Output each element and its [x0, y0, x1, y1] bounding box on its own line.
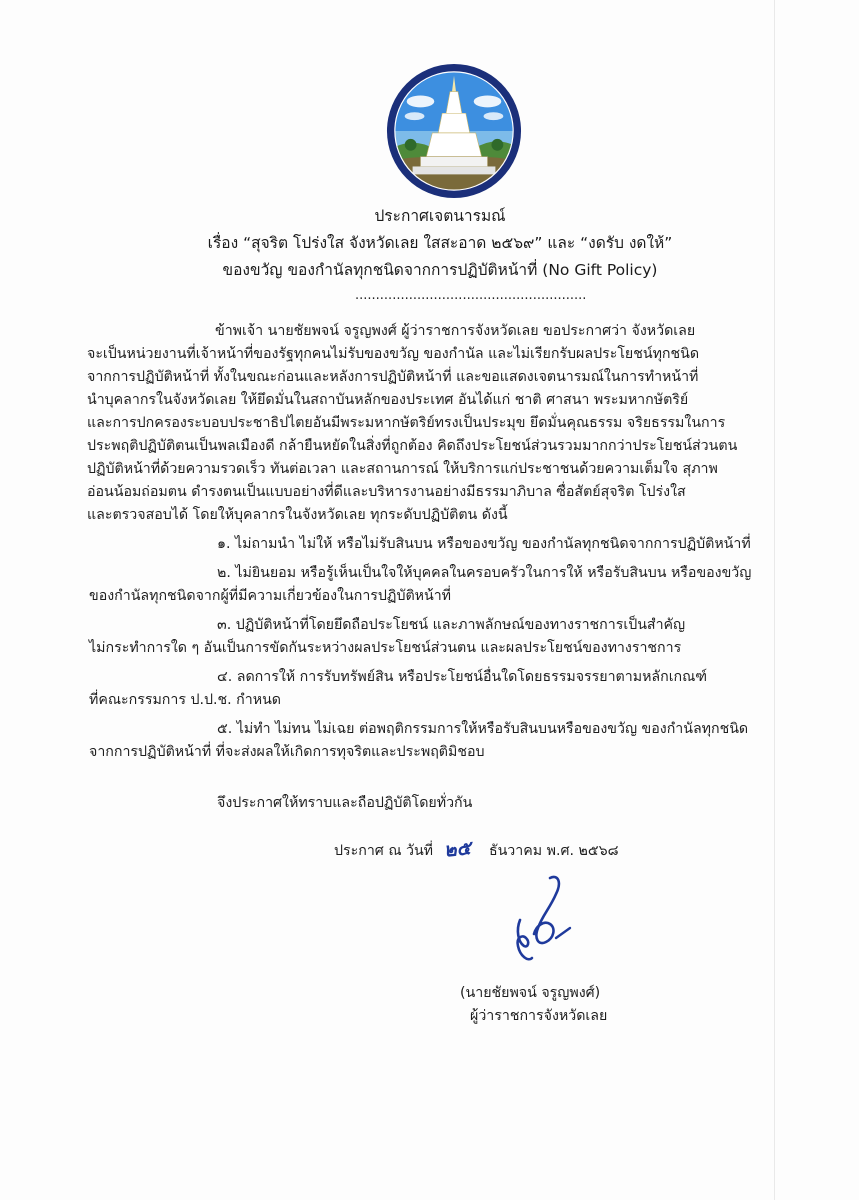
pledge-item-1: ๑. ไม่ถามนำ ไม่ให้ หรือไม่รับสินบน หรือของขวัญ ของกำนัลทุกชนิดจากการปฏิบัติหน้าที่: [217, 536, 751, 552]
date-prefix: ประกาศ ณ วันที่: [334, 843, 434, 859]
handwritten-signature: [498, 872, 588, 972]
announcement-subject: เรื่อง “สุจริต โปร่งใส จังหวัดเลย ใสสะอาด ๒๕๖๙” และ “งดรับ งดให้”: [207, 234, 673, 252]
body-line: และตรวจสอบได้ โดยให้บุคลากรในจังหวัดเลย ทุกระดับปฏิบัติตน ดังนี้: [87, 507, 508, 523]
body-line: จากการปฏิบัติหน้าที่ ทั้งในขณะก่อนและหลังการปฏิบัติหน้าที่ และขอแสดงเจตนารมณ์ในการทำหน้าที่: [87, 369, 699, 385]
signer-name: (นายชัยพจน์ จรูญพงศ์): [460, 985, 601, 1001]
announcement-body: [87, 320, 811, 764]
body-line: นำบุคลากรในจังหวัดเลย ให้ยึดมั่นในสถาบันหลักของประเทศ อันได้แก่ ชาติ ศาสนา พระมหากษัตริย์: [87, 392, 689, 408]
announcement-heading: ประกาศเจตนารมณ์: [374, 207, 506, 225]
announcement-title-block: [150, 203, 730, 284]
body-line: ข้าพเจ้า นายชัยพจน์ จรูญพงศ์ ผู้ว่าราชการจังหวัดเลย ขอประกาศว่า จังหวัดเลย: [215, 323, 696, 339]
pledge-item-5: ๕. ไม่ทำ ไม่ทน ไม่เฉย ต่อพฤติกรรมการให้หรือรับสินบนหรือของขวัญ ของกำนัลทุกชนิด: [217, 721, 749, 737]
pledge-item-3: ๓. ปฏิบัติหน้าที่โดยยึดถือประโยชน์ และภาพลักษณ์ของทางราชการเป็นสำคัญ: [217, 617, 686, 633]
body-line: และการปกครองระบอบประชาธิปไตยอันมีพระมหากษัตริย์ทรงเป็นประมุข ยึดมั่นคุณธรรม จริยธรรมในการ: [87, 415, 726, 431]
provincial-seal-logo: [385, 62, 523, 200]
pledge-item-2-cont: ของกำนัลทุกชนิดจากผู้ที่มีความเกี่ยวข้องในการปฏิบัติหน้าที่: [89, 588, 452, 604]
dotted-separator: ........................................................: [355, 288, 587, 303]
signer-title: ผู้ว่าราชการจังหวัดเลย: [470, 1008, 608, 1024]
date-month-year: ธันวาคม พ.ศ. ๒๕๖๘: [488, 843, 619, 859]
body-line: ประพฤติปฏิบัติตนเป็นพลเมืองดี กล้ายืนหยัดในสิ่งที่ถูกต้อง คิดถึงประโยชน์ส่วนรวมมากกว่าประโยชน์ส่วนตน: [87, 438, 738, 454]
closing-statement: จึงประกาศให้ทราบและถือปฏิบัติโดยทั่วกัน: [217, 795, 473, 811]
pledge-item-2: ๒. ไม่ยินยอม หรือรู้เห็นเป็นใจให้บุคคลในครอบครัวในการให้ หรือรับสินบน หรือของขวัญ: [217, 565, 752, 581]
announcement-date: [334, 838, 619, 863]
pledge-item-5-cont: จากการปฏิบัติหน้าที่ ที่จะส่งผลให้เกิดการทุจริตและประพฤติมิชอบ: [89, 744, 485, 760]
body-line: จะเป็นหน่วยงานที่เจ้าหน้าที่ของรัฐทุกคนไม่รับของขวัญ ของกำนัล และไม่เรียกรับผลประโยชน์ทุกชนิด: [87, 346, 700, 362]
body-line: อ่อนน้อมถ่อมตน ดำรงตนเป็นแบบอย่างที่ดีและบริหารงานอย่างมีธรรมาภิบาล ซื่อสัตย์สุจริต โปร่งใส: [87, 484, 686, 500]
body-line: ปฏิบัติหน้าที่ด้วยความรวดเร็ว ทันต่อเวลา และสถานการณ์ ให้บริการแก่ประชาชนด้วยความเต็มใจ สุภาพ: [87, 461, 718, 477]
pledge-item-3-cont: ไม่กระทำการใด ๆ อันเป็นการขัดกันระหว่างผลประโยชน์ส่วนตน และผลประโยชน์ของทางราชการ: [89, 640, 682, 656]
announcement-subject-cont: ของขวัญ ของกำนัลทุกชนิดจากการปฏิบัติหน้าที่ (No Gift Policy): [222, 261, 658, 279]
pledge-item-4: ๔. ลดการให้ การรับทรัพย์สิน หรือประโยชน์อื่นใดโดยธรรมจรรยาตามหลักเกณฑ์: [217, 669, 708, 685]
pledge-item-4-cont: ที่คณะกรรมการ ป.ป.ช. กำหนด: [89, 692, 281, 708]
date-day-handwritten: ๒๕: [442, 837, 472, 862]
